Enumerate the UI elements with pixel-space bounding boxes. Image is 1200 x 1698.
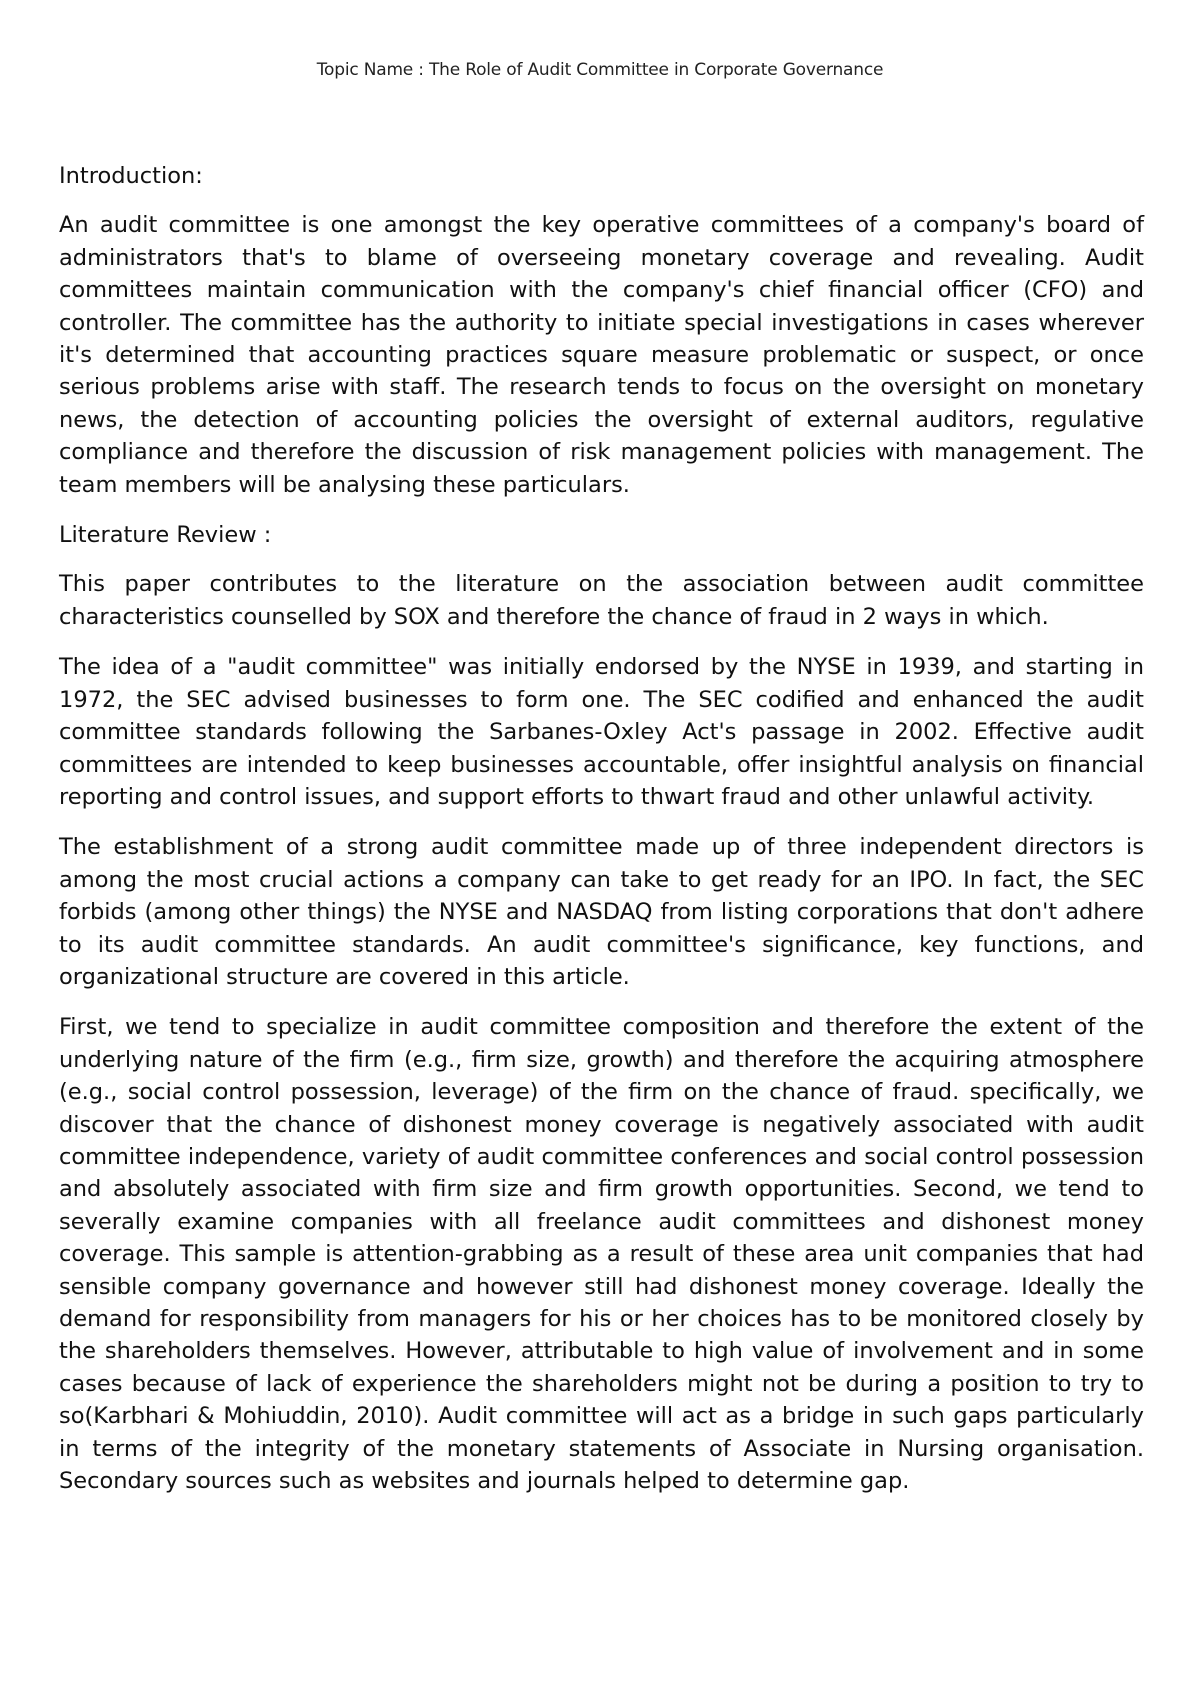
literature-paragraph-3: The establishment of a strong audit committee made up of three independent directors is among the most crucial actions a company can take to get ready for an IPO. In fact, the SEC forbids (among other things) the NYSE and NASDAQ from listing corporations that don't adhere to its audit committee standards. An audit committee's significance, key functions, and organizational structure are covered in this article. [59,834,1144,990]
topic-title: Topic Name : The Role of Audit Committee in Corporate Governance [316,60,884,80]
document-body [59,160,1144,1515]
literature-review-heading: Literature Review : [59,522,272,549]
introduction-paragraph: An audit committee is one amongst the key operative committees of a company's board of administrators that's to blame of overseeing monetary coverage and revealing. Audit committees maintain communication with the company's chief financial officer (CFO) and controller. The committee has the authority to initiate special investigations in cases wherever it's determined that accounting practices square measure problematic or suspect, or once serious problems arise with staff. The research tends to focus on the oversight on monetary news, the detection of accounting policies the oversight of external auditors, regulative compliance and therefore the discussion of risk management policies with management. The team members will be analysing these particulars. [59,212,1144,498]
introduction-heading: Introduction: [59,163,203,189]
literature-paragraph-1: This paper contributes to the literature on the association between audit committee characteristics counselled by SOX and therefore the chance of fraud in 2 ways in which. [59,571,1144,630]
literature-paragraph-2: The idea of a "audit committee" was initially endorsed by the NYSE in 1939, and starting in 1972, the SEC advised businesses to form one. The SEC codified and enhanced the audit committee standards following the Sarbanes-Oxley Act's passage in 2002. Effective audit committees are intended to keep businesses accountable, offer insightful analysis on financial reporting and control issues, and support efforts to thwart fraud and other unlawful activity. [59,654,1144,810]
literature-paragraph-4: First, we tend to specialize in audit committee composition and therefore the extent of the underlying nature of the firm (e.g., firm size, growth) and therefore the acquiring atmosphere (e.g., social control possession, leverage) of the firm on the chance of fraud. specifically, we discover that the chance of dishonest money coverage is negatively associated with audit committee independence, variety of audit committee conferences and social control possession and absolutely associated with firm size and firm growth opportunities. Second, we tend to severally examine companies with all freelance audit committees and dishonest money coverage. This sample is attention-grabbing as a result of these area unit companies that had sensible company governance and however still had dishonest money coverage. Ideally the demand for responsibility from managers for his or her choices has to be monitored closely by the shareholders themselves. However, attributable to high value of involvement and in some cases because of lack of experience the shareholders might not be during a position to try to so(Karbhari & Mohiuddin, 2010). Audit committee will act as a bridge in such gaps particularly in terms of the integrity of the monetary statements of Associate in Nursing organisation. Secondary sources such as websites and journals helped to determine gap. [59,1014,1144,1495]
